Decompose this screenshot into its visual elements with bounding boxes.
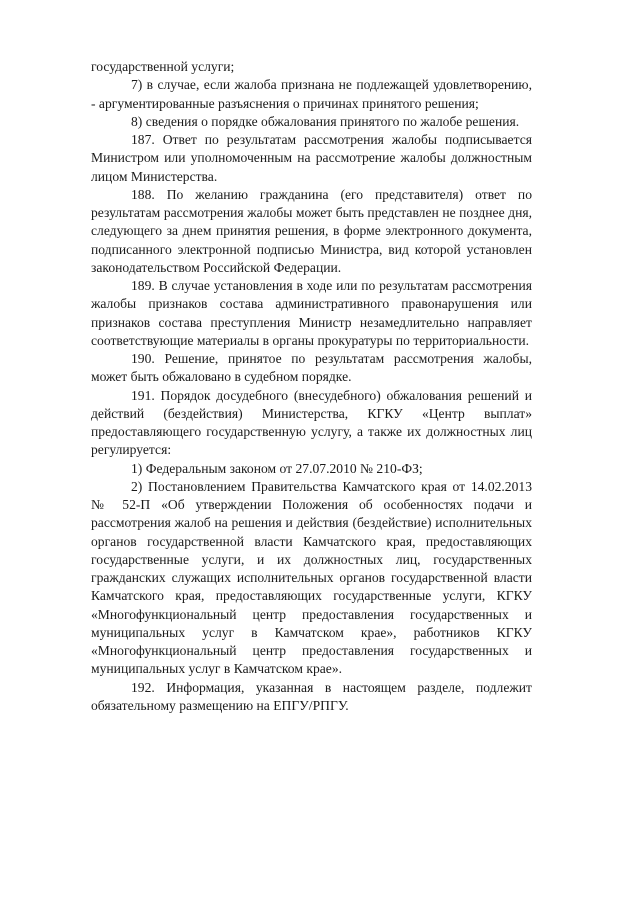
paragraph-continuation: государственной услуги; bbox=[91, 59, 235, 74]
paragraph-192: 192. Информация, указанная в настоящем разделе, подлежит обязательному размещению на ЕПГУ/РПГУ. bbox=[91, 679, 532, 713]
paragraph-191: 191. Порядок досудебного (внесудебного) обжалования решений и действий (бездействия) Министерства, КГКУ «Центр выплат» предоставляющего государственную услугу, а также их должностных лиц регулируется: bbox=[91, 387, 532, 458]
paragraph-190: 190. Решение, принятое по результатам рассмотрения жалобы, может быть обжаловано в судебном порядке. bbox=[91, 351, 532, 385]
paragraph-191-item-2: 2) Постановлением Правительства Камчатского края от 14.02.2013 № 52-П «Об утверждении Положения об особенностях подачи и рассмотрения жалоб на решения и действия (бездействие) исполнительных органов государственной власти Камчатского края, предоставляющих государственные услуги, и их должностных лиц, государственных гражданских служащих исполнительных органов государственной власти Камчатского края, предоставляющих государственные услуги, КГКУ «Многофункциональный центр предоставления государственных и муниципальных услуг в Камчатском крае», работников КГКУ «Многофункциональный центр предоставления государственных и муниципальных услуг в Камчатском крае». bbox=[91, 478, 532, 677]
paragraph-189: 189. В случае установления в ходе или по результатам рассмотрения жалобы признаков состава административного правонарушения или признаков состава преступления Министр незамедлительно направляет соответствующие материалы в органы прокуратуры по территориальности. bbox=[91, 278, 532, 348]
document-page bbox=[91, 58, 532, 715]
paragraph-item-7: 7) в случае, если жалоба признана не подлежащей удовлетворению, - аргументированные разъяснения о причинах принятого решения; bbox=[91, 77, 532, 111]
paragraph-187: 187. Ответ по результатам рассмотрения жалобы подписывается Министром или уполномоченным на рассмотрение жалобы должностным лицом Министерства. bbox=[91, 132, 532, 184]
paragraph-188: 188. По желанию гражданина (его представителя) ответ по результатам рассмотрения жалобы может быть представлен не позднее дня, следующего за днем принятия решения, в форме электронного документа, подписанного электронной подписью Министра, вид которой установлен законодательством Российской Федерации. bbox=[91, 186, 532, 275]
paragraph-item-8: 8) сведения о порядке обжалования принятого по жалобе решения. bbox=[131, 113, 520, 129]
paragraph-191-item-1: 1) Федеральным законом от 27.07.2010 № 210-ФЗ; bbox=[131, 460, 423, 476]
